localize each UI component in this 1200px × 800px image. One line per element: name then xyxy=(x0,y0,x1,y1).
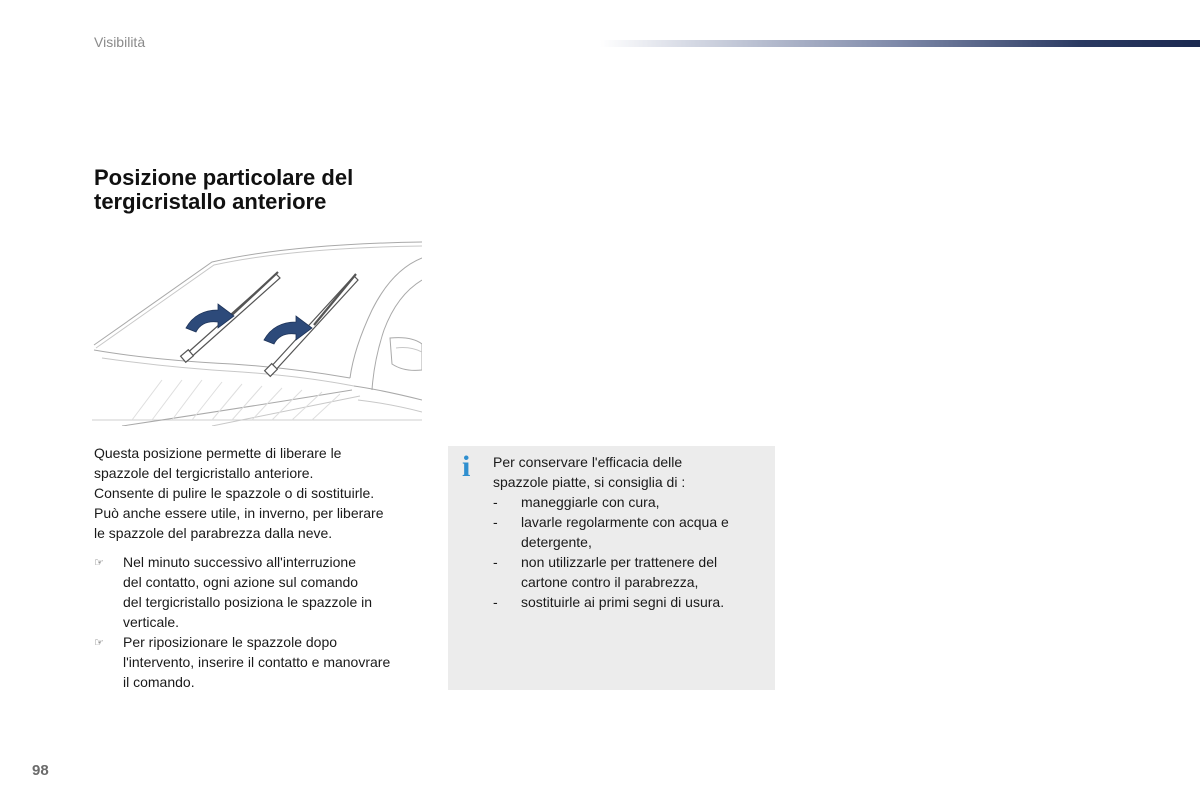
list-item-line: verticale. xyxy=(123,614,180,630)
list-item-line: maneggiarle con cura, xyxy=(521,494,660,510)
list-item xyxy=(493,512,768,552)
pointing-hand-icon: ☞ xyxy=(94,637,104,649)
header-gradient-bar xyxy=(600,40,1200,47)
dash-bullet: - xyxy=(493,494,498,510)
list-item-line: cartone contro il parabrezza, xyxy=(521,574,699,590)
list-item-line: il comando. xyxy=(123,674,195,690)
page-title-line: Posizione particolare del xyxy=(94,165,354,190)
dash-bullet: - xyxy=(493,554,498,570)
list-item xyxy=(493,492,768,512)
list-item-line: del contatto, ogni azione sul comando xyxy=(123,574,359,590)
intro-paragraph xyxy=(94,443,424,543)
list-item-line: l'intervento, inserire il contatto e manovrare xyxy=(123,654,391,670)
page-number: 98 xyxy=(32,762,49,779)
info-intro xyxy=(493,452,763,492)
list-item xyxy=(493,592,768,612)
intro-line: Questa posizione permette di liberare le xyxy=(94,445,342,461)
list-item-line: Nel minuto successivo all'interruzione xyxy=(123,554,356,570)
info-intro-line: spazzole piatte, si consiglia di : xyxy=(493,474,686,490)
info-box xyxy=(448,446,775,690)
list-item xyxy=(94,632,424,692)
info-icon: i xyxy=(462,450,471,483)
pointing-hand-icon: ☞ xyxy=(94,557,104,569)
list-item xyxy=(94,552,424,632)
list-item-line: lavarle regolarmente con acqua e xyxy=(521,514,729,530)
list-item-line: detergente, xyxy=(521,534,592,550)
page-title xyxy=(94,166,434,214)
windshield-wipers-illustration xyxy=(92,240,422,426)
info-list xyxy=(493,492,768,612)
list-item xyxy=(493,552,768,592)
intro-line: Consente di pulire le spazzole o di sostituirle. xyxy=(94,485,375,501)
dash-bullet: - xyxy=(493,594,498,610)
intro-line: spazzole del tergicristallo anteriore. xyxy=(94,465,314,481)
instruction-list xyxy=(94,552,424,692)
list-item-line: sostituirle ai primi segni di usura. xyxy=(521,594,725,610)
list-item-line: del tergicristallo posiziona le spazzole in xyxy=(123,594,373,610)
intro-line: le spazzole del parabrezza dalla neve. xyxy=(94,525,333,541)
section-label: Visibilità xyxy=(94,34,146,50)
list-item-line: non utilizzarle per trattenere del xyxy=(521,554,718,570)
page-title-line: tergicristallo anteriore xyxy=(94,189,327,214)
dash-bullet: - xyxy=(493,514,498,530)
list-item-line: Per riposizionare le spazzole dopo xyxy=(123,634,338,650)
info-intro-line: Per conservare l'efficacia delle xyxy=(493,454,683,470)
intro-line: Può anche essere utile, in inverno, per liberare xyxy=(94,505,384,521)
